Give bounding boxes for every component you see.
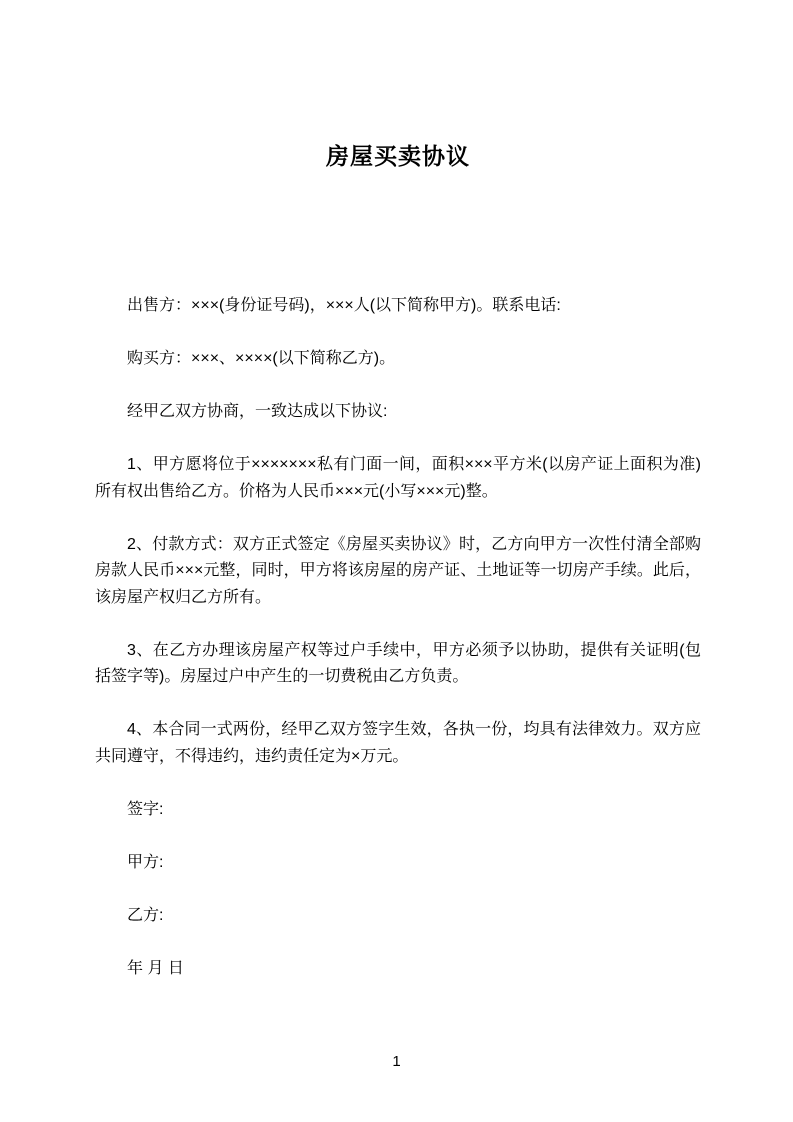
document-content <box>95 0 701 1009</box>
paragraph-clause-2: 2、付款方式：双方正式签定《房屋买卖协议》时，乙方向甲方一次性付清全部购房款人民币×××元整，同时，甲方将该房屋的房产证、土地证等一切房产手续。此后，该房屋产权归乙方所有。 <box>95 535 701 606</box>
paragraph-seller: 出售方：×××(身份证号码)，×××人(以下简称甲方)。联系电话: <box>127 297 561 314</box>
signature-label: 签字: <box>127 800 164 818</box>
page-title: 房屋买卖协议 <box>326 143 470 169</box>
page-number: 1 <box>392 1053 401 1070</box>
signature-party-b: 乙方: <box>127 906 164 924</box>
signature-date: 年 月 日 <box>127 959 184 977</box>
paragraph-clause-1: 1、甲方愿将位于×××××××私有门面一间，面积×××平方米(以房产证上面积为准)所有权出售给乙方。价格为人民币×××元(小写×××元)整。 <box>95 456 701 500</box>
paragraph-clause-4: 4、本合同一式两份，经甲乙双方签字生效，各执一份，均具有法律效力。双方应共同遵守，不得违约，违约责任定为×万元。 <box>95 721 701 765</box>
paragraph-clause-3: 3、在乙方办理该房屋产权等过户手续中，甲方必须予以协助，提供有关证明(包括签字等)。房屋过户中产生的一切费税由乙方负责。 <box>95 641 701 685</box>
paragraph-buyer: 购买方：×××、××××(以下简称乙方)。 <box>127 350 396 367</box>
signature-party-a: 甲方: <box>127 853 164 871</box>
paragraph-intro: 经甲乙双方协商，一致达成以下协议: <box>127 403 388 420</box>
